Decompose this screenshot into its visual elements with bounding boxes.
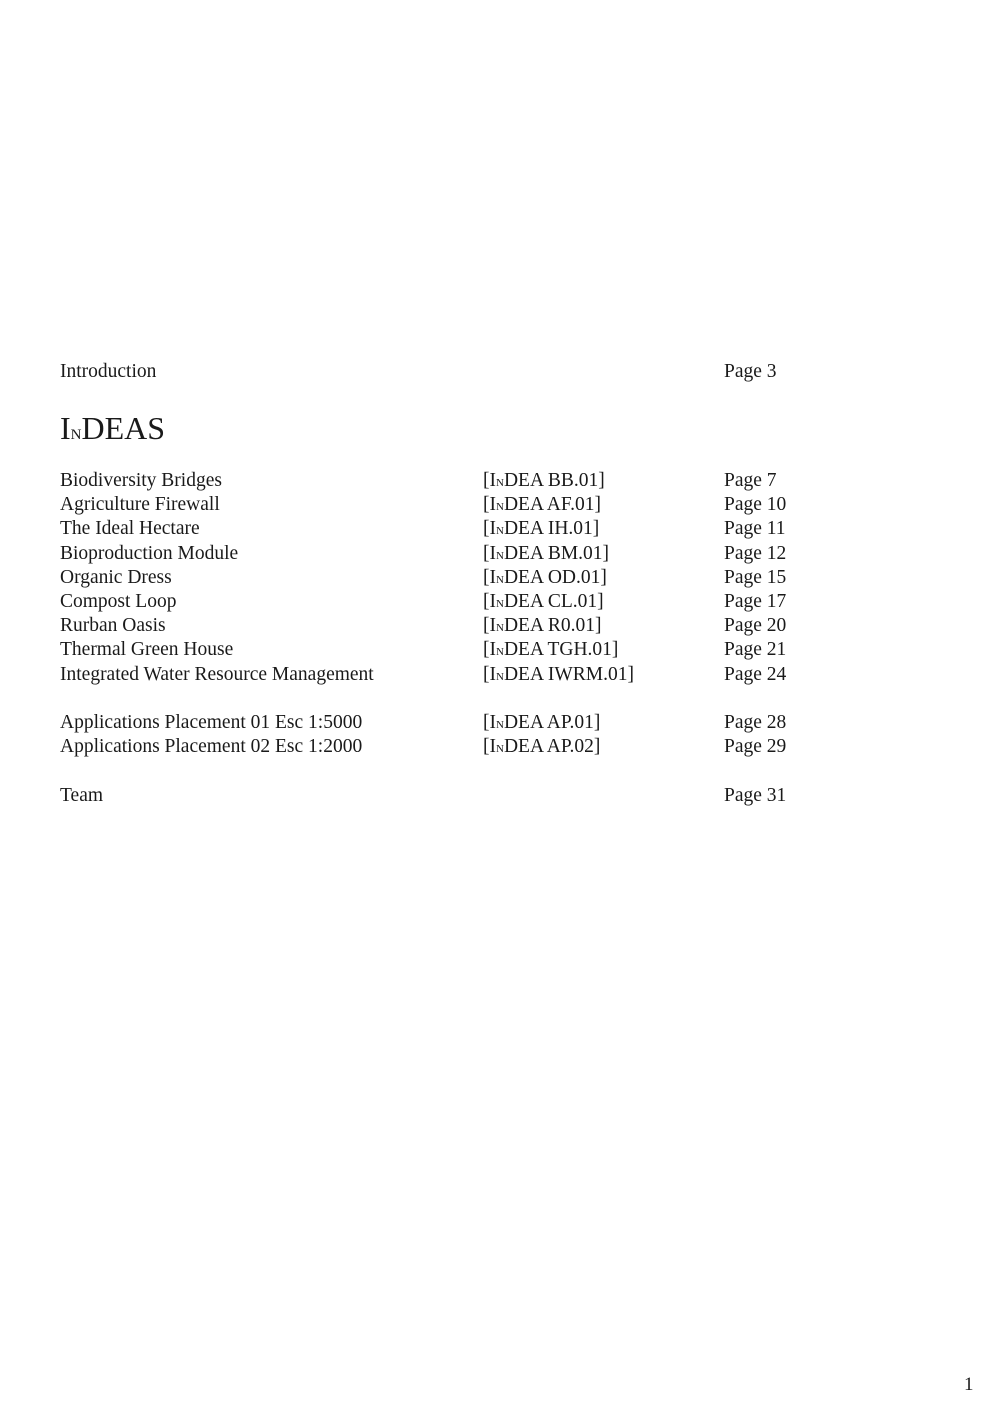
toc-title: Thermal Green House — [60, 639, 234, 661]
code-rest: DEA OD.01] — [503, 566, 607, 588]
toc-title: Introduction — [60, 361, 157, 382]
toc-row — [0, 517, 1000, 541]
toc-row — [0, 493, 1000, 517]
toc-code — [483, 735, 600, 761]
code-rest: DEA BM.01] — [503, 542, 610, 564]
toc-title: Agriculture Firewall — [60, 494, 220, 516]
code-rest: DEA AP.01] — [503, 712, 601, 733]
code-small-cap: N — [496, 646, 504, 659]
toc-row — [0, 638, 1000, 662]
toc-row — [0, 590, 1000, 614]
toc-page: Page 3 — [724, 361, 777, 382]
code-small-cap: N — [496, 670, 504, 683]
toc-row-introduction — [0, 360, 1000, 384]
toc-title: Bioproduction Module — [60, 542, 239, 564]
code-small-cap: N — [496, 719, 504, 731]
page-number: 1 — [964, 1374, 974, 1395]
toc-code — [483, 638, 618, 664]
code-rest: DEA BB.01] — [503, 470, 605, 491]
code-prefix: [I — [483, 518, 496, 540]
code-rest: DEA AP.02] — [503, 736, 601, 758]
code-rest: DEA IH.01] — [503, 518, 600, 540]
code-prefix: [I — [483, 615, 496, 637]
heading-rest: DEAS — [81, 410, 166, 446]
toc-page: Page 7 — [724, 470, 777, 491]
toc-code — [483, 493, 601, 519]
code-rest: DEA AF.01] — [503, 494, 601, 516]
code-prefix: [I — [483, 736, 496, 758]
toc-row — [0, 566, 1000, 590]
code-small-cap: N — [496, 549, 504, 562]
toc-row — [0, 469, 1000, 493]
toc-code — [483, 566, 607, 592]
toc-title: Biodiversity Bridges — [60, 470, 222, 491]
toc-page: Page 12 — [724, 542, 787, 564]
code-rest: DEA IWRM.01] — [503, 663, 634, 685]
code-small-cap: N — [496, 477, 504, 489]
toc-code — [483, 590, 604, 616]
toc-code — [483, 614, 601, 640]
toc-page: Page 15 — [724, 566, 787, 588]
toc-title: Compost Loop — [60, 591, 177, 612]
heading-small-cap: N — [70, 427, 82, 443]
toc-title: Integrated Water Resource Management — [60, 663, 374, 685]
code-small-cap: N — [496, 525, 504, 538]
toc-row — [0, 614, 1000, 638]
code-rest: DEA CL.01] — [503, 591, 604, 612]
toc-row — [0, 663, 1000, 687]
toc-row-team — [0, 784, 1000, 808]
toc-title: Applications Placement 02 Esc 1:2000 — [60, 736, 363, 758]
code-prefix: [I — [483, 591, 496, 612]
toc-page: Page 31 — [724, 785, 787, 806]
toc-code — [483, 542, 609, 568]
toc-title: Rurban Oasis — [60, 615, 166, 637]
heading-first-letter: I — [60, 410, 71, 446]
code-small-cap: N — [496, 573, 504, 586]
code-small-cap: N — [496, 501, 504, 514]
code-prefix: [I — [483, 663, 496, 685]
toc-title: Team — [60, 785, 104, 806]
code-prefix: [I — [483, 494, 496, 516]
toc-page: Page 17 — [724, 591, 787, 612]
toc-code — [483, 663, 634, 689]
toc-title: Organic Dress — [60, 566, 172, 588]
code-small-cap: N — [496, 743, 504, 756]
toc-code — [483, 517, 599, 543]
code-small-cap: N — [496, 622, 504, 635]
toc-page: Page 29 — [724, 736, 787, 758]
toc-row — [0, 542, 1000, 566]
toc-code — [483, 469, 605, 495]
toc-row — [0, 711, 1000, 735]
code-prefix: [I — [483, 566, 496, 588]
code-rest: DEA TGH.01] — [503, 639, 619, 661]
toc-title: The Ideal Hectare — [60, 518, 200, 540]
code-prefix: [I — [483, 639, 496, 661]
code-rest: DEA R0.01] — [503, 615, 602, 637]
toc-title: Applications Placement 01 Esc 1:5000 — [60, 712, 363, 733]
code-prefix: [I — [483, 542, 496, 564]
code-small-cap: N — [496, 598, 504, 610]
section-heading — [60, 408, 165, 455]
toc-code — [483, 711, 600, 737]
code-prefix: [I — [483, 470, 496, 491]
toc-page: Page 20 — [724, 615, 787, 637]
toc-row — [0, 735, 1000, 759]
toc-page: Page 28 — [724, 712, 787, 733]
toc-page: Page 21 — [724, 639, 787, 661]
toc-page: Page 10 — [724, 494, 787, 516]
code-prefix: [I — [483, 712, 496, 733]
toc-page: Page 24 — [724, 663, 787, 685]
toc-page: Page 11 — [724, 518, 786, 540]
